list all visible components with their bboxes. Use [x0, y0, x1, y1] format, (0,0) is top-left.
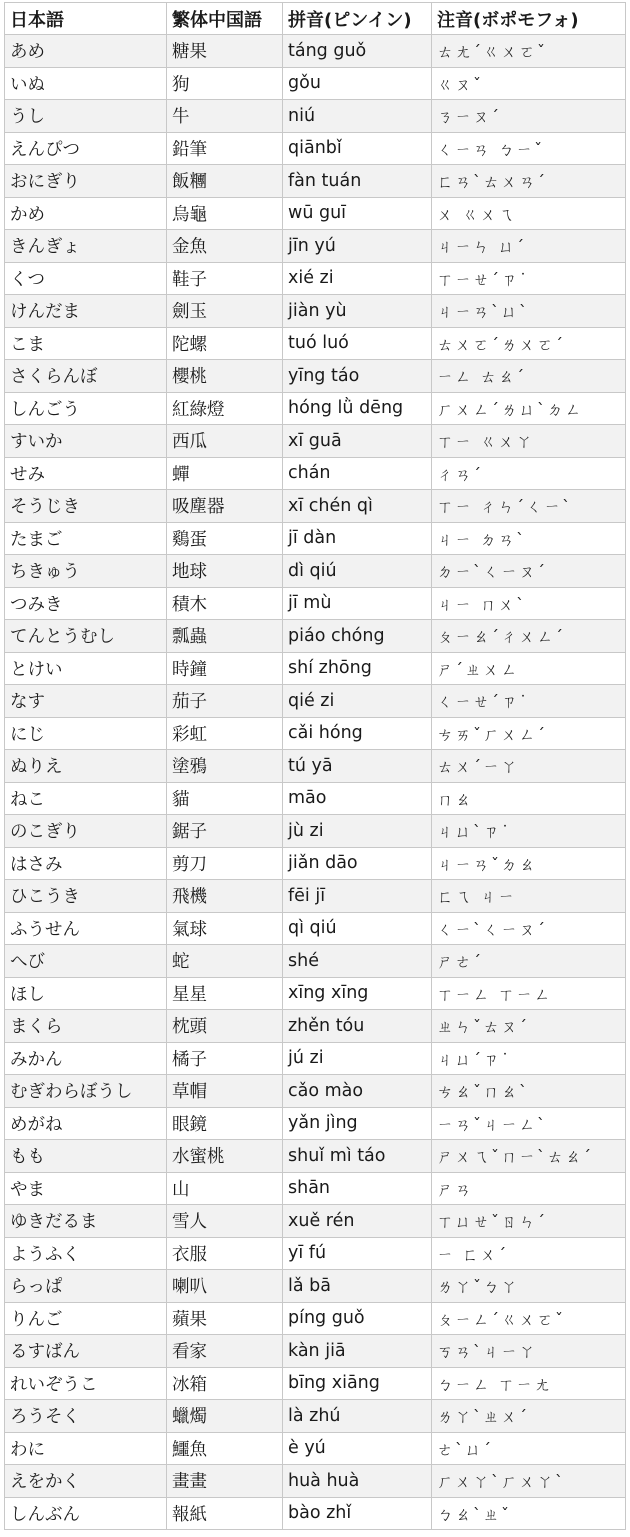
pinyin-cell: chán — [283, 457, 432, 490]
chinese-cell: 金魚 — [167, 230, 283, 263]
zhuyin-cell: ㄑㄧㄝˊㄗ˙ — [432, 685, 626, 718]
pinyin-cell: xīng xīng — [283, 977, 432, 1010]
zhuyin-cell: ㄓㄣˇㄊㄡˊ — [432, 1010, 626, 1043]
japanese-cell: もも — [5, 1140, 167, 1173]
table-row — [5, 620, 626, 653]
zhuyin-cell: ㄧㄢˇㄐㄧㄥˋ — [432, 1107, 626, 1140]
japanese-cell: ちきゅう — [5, 555, 167, 588]
japanese-cell: めがね — [5, 1107, 167, 1140]
chinese-cell: 西瓜 — [167, 425, 283, 458]
pinyin-cell: hóng lǜ dēng — [283, 392, 432, 425]
chinese-cell: 橘子 — [167, 1042, 283, 1075]
japanese-cell: にじ — [5, 717, 167, 750]
chinese-cell: 雪人 — [167, 1205, 283, 1238]
pinyin-cell: xī chén qì — [283, 490, 432, 523]
chinese-cell: 畫畫 — [167, 1465, 283, 1498]
chinese-cell: 糖果 — [167, 35, 283, 68]
pinyin-cell: fēi jī — [283, 880, 432, 913]
table-row — [5, 522, 626, 555]
chinese-cell: 烏龜 — [167, 197, 283, 230]
table-row — [5, 327, 626, 360]
zhuyin-cell: ㄅㄠˋㄓˇ — [432, 1497, 626, 1530]
table-row — [5, 165, 626, 198]
pinyin-cell: shí zhōng — [283, 652, 432, 685]
chinese-cell: 飛機 — [167, 880, 283, 913]
japanese-cell: ほし — [5, 977, 167, 1010]
japanese-cell: のこぎり — [5, 815, 167, 848]
chinese-cell: 剪刀 — [167, 847, 283, 880]
japanese-cell: すいか — [5, 425, 167, 458]
pinyin-cell: yī fú — [283, 1237, 432, 1270]
japanese-cell: はさみ — [5, 847, 167, 880]
japanese-cell: ひこうき — [5, 880, 167, 913]
zhuyin-cell: ㄔㄢˊ — [432, 457, 626, 490]
chinese-cell: 塗鴉 — [167, 750, 283, 783]
japanese-cell: てんとうむし — [5, 620, 167, 653]
pinyin-cell: piáo chóng — [283, 620, 432, 653]
chinese-cell: 喇叭 — [167, 1270, 283, 1303]
chinese-cell: 鱷魚 — [167, 1432, 283, 1465]
chinese-cell: 水蜜桃 — [167, 1140, 283, 1173]
japanese-cell: やま — [5, 1172, 167, 1205]
japanese-cell: なす — [5, 685, 167, 718]
chinese-cell: 地球 — [167, 555, 283, 588]
chinese-cell: 飯糰 — [167, 165, 283, 198]
chinese-cell: 蟬 — [167, 457, 283, 490]
table-row — [5, 1042, 626, 1075]
table-row — [5, 67, 626, 100]
japanese-cell: えんぴつ — [5, 132, 167, 165]
table-row — [5, 847, 626, 880]
zhuyin-cell: ㄘㄞˇㄏㄨㄥˊ — [432, 717, 626, 750]
zhuyin-cell: ㄉㄧˋㄑㄧㄡˊ — [432, 555, 626, 588]
zhuyin-cell: ㄘㄠˇㄇㄠˋ — [432, 1075, 626, 1108]
pinyin-cell: fàn tuán — [283, 165, 432, 198]
japanese-cell: いぬ — [5, 67, 167, 100]
table-row — [5, 1107, 626, 1140]
japanese-cell: るすばん — [5, 1335, 167, 1368]
table-row — [5, 1075, 626, 1108]
pinyin-cell: jiǎn dāo — [283, 847, 432, 880]
header-pinyin: 拼音(ピンイン) — [283, 3, 432, 35]
japanese-cell: ねこ — [5, 782, 167, 815]
chinese-cell: 劍玉 — [167, 295, 283, 328]
header-traditional-chinese: 繁体中国語 — [167, 3, 283, 35]
zhuyin-cell: ㄆㄧㄠˊㄔㄨㄥˊ — [432, 620, 626, 653]
table-row — [5, 1302, 626, 1335]
pinyin-cell: niú — [283, 100, 432, 133]
chinese-cell: 看家 — [167, 1335, 283, 1368]
vocabulary-table — [4, 2, 626, 1530]
header-zhuyin: 注音(ボポモフォ) — [432, 3, 626, 35]
pinyin-cell: tuó luó — [283, 327, 432, 360]
pinyin-cell: jù zi — [283, 815, 432, 848]
zhuyin-cell: ㄒㄩㄝˇㄖㄣˊ — [432, 1205, 626, 1238]
japanese-cell: れいぞうこ — [5, 1367, 167, 1400]
japanese-cell: とけい — [5, 652, 167, 685]
chinese-cell: 牛 — [167, 100, 283, 133]
zhuyin-cell: ㄌㄚˇㄅㄚ — [432, 1270, 626, 1303]
table-row — [5, 230, 626, 263]
vocabulary-table-container — [4, 2, 625, 1530]
pinyin-cell: gǒu — [283, 67, 432, 100]
chinese-cell: 氣球 — [167, 912, 283, 945]
japanese-cell: おにぎり — [5, 165, 167, 198]
japanese-cell: あめ — [5, 35, 167, 68]
pinyin-cell: jī dàn — [283, 522, 432, 555]
zhuyin-cell: ㄕㄢ — [432, 1172, 626, 1205]
japanese-cell: ゆきだるま — [5, 1205, 167, 1238]
japanese-cell: うし — [5, 100, 167, 133]
chinese-cell: 山 — [167, 1172, 283, 1205]
pinyin-cell: dì qiú — [283, 555, 432, 588]
zhuyin-cell: ㄐㄧㄣ ㄩˊ — [432, 230, 626, 263]
chinese-cell: 紅綠燈 — [167, 392, 283, 425]
table-row — [5, 490, 626, 523]
pinyin-cell: kàn jiā — [283, 1335, 432, 1368]
chinese-cell: 鋸子 — [167, 815, 283, 848]
zhuyin-cell: ㄑㄧˋㄑㄧㄡˊ — [432, 912, 626, 945]
pinyin-cell: píng guǒ — [283, 1302, 432, 1335]
pinyin-cell: huà huà — [283, 1465, 432, 1498]
zhuyin-cell: ㄒㄧ ㄔㄣˊㄑㄧˋ — [432, 490, 626, 523]
pinyin-cell: lǎ bā — [283, 1270, 432, 1303]
pinyin-cell: cǎo mào — [283, 1075, 432, 1108]
table-row — [5, 1172, 626, 1205]
chinese-cell: 陀螺 — [167, 327, 283, 360]
pinyin-cell: shé — [283, 945, 432, 978]
chinese-cell: 眼鏡 — [167, 1107, 283, 1140]
chinese-cell: 報紙 — [167, 1497, 283, 1530]
chinese-cell: 彩虹 — [167, 717, 283, 750]
table-row — [5, 717, 626, 750]
zhuyin-cell: ㄇㄠ — [432, 782, 626, 815]
pinyin-cell: jīn yú — [283, 230, 432, 263]
zhuyin-cell: ㄊㄨㄛˊㄌㄨㄛˊ — [432, 327, 626, 360]
japanese-cell: りんご — [5, 1302, 167, 1335]
zhuyin-cell: ㄍㄡˇ — [432, 67, 626, 100]
table-row — [5, 360, 626, 393]
chinese-cell: 鷄蛋 — [167, 522, 283, 555]
table-row — [5, 1205, 626, 1238]
pinyin-cell: là zhú — [283, 1400, 432, 1433]
chinese-cell: 狗 — [167, 67, 283, 100]
zhuyin-cell: ㄏㄨㄥˊㄌㄩˋㄉㄥ — [432, 392, 626, 425]
pinyin-cell: qié zi — [283, 685, 432, 718]
table-row — [5, 35, 626, 68]
zhuyin-cell: ㄐㄧ ㄇㄨˋ — [432, 587, 626, 620]
japanese-cell: たまご — [5, 522, 167, 555]
chinese-cell: 吸塵器 — [167, 490, 283, 523]
japanese-cell: ふうせん — [5, 912, 167, 945]
zhuyin-cell: ㄑㄧㄢ ㄅㄧˇ — [432, 132, 626, 165]
chinese-cell: 鞋子 — [167, 262, 283, 295]
table-row — [5, 750, 626, 783]
chinese-cell: 積木 — [167, 587, 283, 620]
chinese-cell: 櫻桃 — [167, 360, 283, 393]
table-row — [5, 880, 626, 913]
table-row — [5, 132, 626, 165]
japanese-cell: かめ — [5, 197, 167, 230]
zhuyin-cell: ㄐㄩˊㄗ˙ — [432, 1042, 626, 1075]
pinyin-cell: xié zi — [283, 262, 432, 295]
table-row — [5, 197, 626, 230]
japanese-cell: しんぶん — [5, 1497, 167, 1530]
pinyin-cell: yǎn jìng — [283, 1107, 432, 1140]
pinyin-cell: māo — [283, 782, 432, 815]
table-row — [5, 457, 626, 490]
pinyin-cell: shān — [283, 1172, 432, 1205]
table-row — [5, 1497, 626, 1530]
japanese-cell: そうじき — [5, 490, 167, 523]
table-row — [5, 815, 626, 848]
pinyin-cell: zhěn tóu — [283, 1010, 432, 1043]
japanese-cell: えをかく — [5, 1465, 167, 1498]
japanese-cell: ようふく — [5, 1237, 167, 1270]
table-row — [5, 1270, 626, 1303]
chinese-cell: 枕頭 — [167, 1010, 283, 1043]
table-row — [5, 1367, 626, 1400]
pinyin-cell: qiānbǐ — [283, 132, 432, 165]
table-row — [5, 1465, 626, 1498]
pinyin-cell: xī guā — [283, 425, 432, 458]
chinese-cell: 蠟燭 — [167, 1400, 283, 1433]
japanese-cell: ぬりえ — [5, 750, 167, 783]
japanese-cell: むぎわらぼうし — [5, 1075, 167, 1108]
japanese-cell: くつ — [5, 262, 167, 295]
zhuyin-cell: ㄜˋㄩˊ — [432, 1432, 626, 1465]
header-japanese: 日本語 — [5, 3, 167, 35]
zhuyin-cell: ㄈㄟ ㄐㄧ — [432, 880, 626, 913]
zhuyin-cell: ㄐㄩˋㄗ˙ — [432, 815, 626, 848]
table-row — [5, 262, 626, 295]
table-row — [5, 1237, 626, 1270]
table-row — [5, 1400, 626, 1433]
zhuyin-cell: ㄅㄧㄥ ㄒㄧㄤ — [432, 1367, 626, 1400]
table-body — [5, 35, 626, 1530]
table-row — [5, 945, 626, 978]
japanese-cell: さくらんぼ — [5, 360, 167, 393]
pinyin-cell: bīng xiāng — [283, 1367, 432, 1400]
japanese-cell: せみ — [5, 457, 167, 490]
pinyin-cell: yīng táo — [283, 360, 432, 393]
zhuyin-cell: ㄐㄧㄢˇㄉㄠ — [432, 847, 626, 880]
zhuyin-cell: ㄐㄧㄢˋㄩˋ — [432, 295, 626, 328]
zhuyin-cell: ㄒㄧ ㄍㄨㄚ — [432, 425, 626, 458]
zhuyin-cell: ㄐㄧ ㄉㄢˋ — [432, 522, 626, 555]
zhuyin-cell: ㄒㄧㄝˊㄗ˙ — [432, 262, 626, 295]
table-row — [5, 1432, 626, 1465]
zhuyin-cell: ㄆㄧㄥˊㄍㄨㄛˇ — [432, 1302, 626, 1335]
japanese-cell: つみき — [5, 587, 167, 620]
pinyin-cell: qì qiú — [283, 912, 432, 945]
chinese-cell: 茄子 — [167, 685, 283, 718]
pinyin-cell: bào zhǐ — [283, 1497, 432, 1530]
table-row — [5, 652, 626, 685]
zhuyin-cell: ㄊㄤˊㄍㄨㄛˇ — [432, 35, 626, 68]
table-row — [5, 1335, 626, 1368]
zhuyin-cell: ㄎㄢˋㄐㄧㄚ — [432, 1335, 626, 1368]
japanese-cell: きんぎょ — [5, 230, 167, 263]
chinese-cell: 衣服 — [167, 1237, 283, 1270]
table-row — [5, 555, 626, 588]
table-header-row — [5, 3, 626, 35]
zhuyin-cell: ㄧ ㄈㄨˊ — [432, 1237, 626, 1270]
japanese-cell: らっぱ — [5, 1270, 167, 1303]
pinyin-cell: táng guǒ — [283, 35, 432, 68]
table-row — [5, 392, 626, 425]
zhuyin-cell: ㄕㄨㄟˇㄇㄧˋㄊㄠˊ — [432, 1140, 626, 1173]
chinese-cell: 蛇 — [167, 945, 283, 978]
table-row — [5, 425, 626, 458]
pinyin-cell: wū guī — [283, 197, 432, 230]
table-row — [5, 912, 626, 945]
table-row — [5, 977, 626, 1010]
japanese-cell: ろうそく — [5, 1400, 167, 1433]
pinyin-cell: jú zi — [283, 1042, 432, 1075]
chinese-cell: 星星 — [167, 977, 283, 1010]
table-row — [5, 685, 626, 718]
pinyin-cell: cǎi hóng — [283, 717, 432, 750]
pinyin-cell: jī mù — [283, 587, 432, 620]
chinese-cell: 瓢蟲 — [167, 620, 283, 653]
pinyin-cell: tú yā — [283, 750, 432, 783]
zhuyin-cell: ㄕˊㄓㄨㄥ — [432, 652, 626, 685]
table-row — [5, 295, 626, 328]
japanese-cell: みかん — [5, 1042, 167, 1075]
pinyin-cell: shuǐ mì táo — [283, 1140, 432, 1173]
table-row — [5, 587, 626, 620]
pinyin-cell: jiàn yù — [283, 295, 432, 328]
zhuyin-cell: ㄋㄧㄡˊ — [432, 100, 626, 133]
zhuyin-cell: ㄕㄜˊ — [432, 945, 626, 978]
zhuyin-cell: ㄊㄨˊㄧㄚ — [432, 750, 626, 783]
chinese-cell: 蘋果 — [167, 1302, 283, 1335]
zhuyin-cell: ㄌㄚˋㄓㄨˊ — [432, 1400, 626, 1433]
table-row — [5, 1010, 626, 1043]
chinese-cell: 時鐘 — [167, 652, 283, 685]
zhuyin-cell: ㄒㄧㄥ ㄒㄧㄥ — [432, 977, 626, 1010]
chinese-cell: 鉛筆 — [167, 132, 283, 165]
japanese-cell: こま — [5, 327, 167, 360]
zhuyin-cell: ㄧㄥ ㄊㄠˊ — [432, 360, 626, 393]
table-row — [5, 782, 626, 815]
table-row — [5, 100, 626, 133]
zhuyin-cell: ㄈㄢˋㄊㄨㄢˊ — [432, 165, 626, 198]
pinyin-cell: xuě rén — [283, 1205, 432, 1238]
zhuyin-cell: ㄨ ㄍㄨㄟ — [432, 197, 626, 230]
japanese-cell: けんだま — [5, 295, 167, 328]
chinese-cell: 貓 — [167, 782, 283, 815]
chinese-cell: 草帽 — [167, 1075, 283, 1108]
zhuyin-cell: ㄏㄨㄚˋㄏㄨㄚˋ — [432, 1465, 626, 1498]
pinyin-cell: è yú — [283, 1432, 432, 1465]
japanese-cell: しんごう — [5, 392, 167, 425]
japanese-cell: まくら — [5, 1010, 167, 1043]
chinese-cell: 冰箱 — [167, 1367, 283, 1400]
japanese-cell: わに — [5, 1432, 167, 1465]
japanese-cell: へび — [5, 945, 167, 978]
table-row — [5, 1140, 626, 1173]
